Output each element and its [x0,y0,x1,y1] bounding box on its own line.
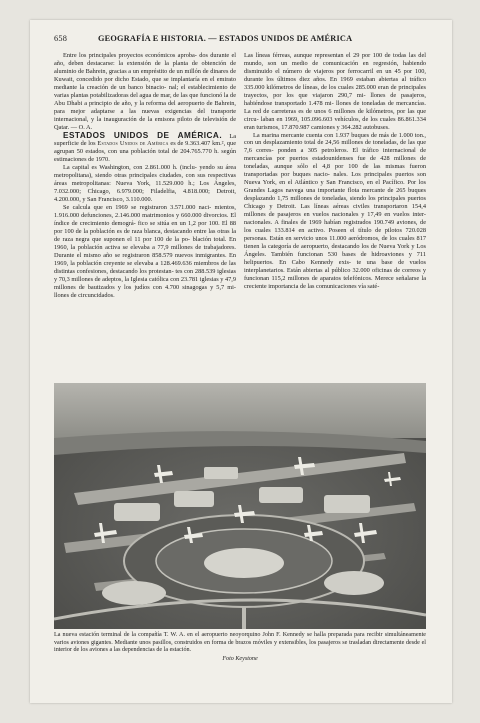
paragraph-capital: La capital es Washington, con 2.861.000 h. (inclu- yendo su área metropolitana), siendo otras principales ciudades, con sus respectivas áreas metropolitanas: Nueva York, 11.529.000 h.; Los Ángeles, 7.032.000; Chicago, 6.979.000; Filadelfia, 4.818.000; Detroit, 4.200.000, y San Francisco, 3.110.000. [54,164,236,204]
left-column [54,52,236,378]
paragraph-population: Se calcula que en 1969 se registraron 3.571.000 naci- mientos, 1.916.000 defunciones, 2.146.000 matrimonios y 660.000 divorcios. El índice de crecimiento demográ- fico se sitúa en un 1,2 por 100. El 88 por 100 de la población es de raza blanca, destacando entre las otras la de raza negra que suponen el 11 por 100 de la po- blación total. En 1960, la población activa se elevaba a 77,9 millones de trabajadores. Durante el mismo año se registraron 858.579 nuevos inmigrantes. En 1969, la población creyente se elevaba a 128.469.636 miembros de las distintas confesiones, destacando los protestan- tes con 288.539 iglesias y 70,3 millones de adeptos, la Iglesia católica con 23.781 iglesias y 47,9 millones de bautizados y los judíos con 4.700 sinagogas y 5,7 mi- llones de circuncidados. [54,204,236,299]
photo-credit: Foto Keystone [222,655,258,662]
section-title: ESTADOS UNIDOS DE AMÉRICA. [63,130,223,140]
document-page [30,20,452,703]
running-title: GEOGRAFÍA E HISTORIA. — ESTADOS UNIDOS DE AMÉRICA [98,34,353,43]
paragraph-merchant-marine: La marina mercante cuenta con 1.937 buques de más de 1.000 ton., con un desplazamiento total de 24,56 millones de toneladas, de las que 7,6 corres- ponden a 305 petroleros. El tráfico internacional de mercancías por puertos estadounidenses fue de 428 millones de toneladas, aunque sólo el 4,8 por 100 de las mismas fueron transportadas por buques nacio- nales. Los principales puertos son Nueva York, en el Atlántico y San Francisco, en el Pacífico. Por los Grandes Lagos navega una importante flota mercante de 265 buques desplazando 1,75 millones de toneladas, siendo los principales puertos Chicago y Detroit. Las líneas aéreas civiles transportaron 154,4 millones de pasajeros en vuelos nacionales y 17,49 en vuelos inter- nacionales. A finales de 1969 habían registrados 190.749 aviones, de los cuales 133.814 en activo. Poseen el título de pilotos 720.028 personas. Están en servicio unos 11.000 aeródromos, de los cuales 817 tienen la categoría de aeropuerto, destacando los de Nueva York y Los Ángeles. También funcionan 530 bases de hidroaviones y 711 helipuertos. En Cabo Kennedy exis- te una base de vuelos interplanetarios. Están abiertas al público 32.000 oficinas de correos y funcionan 115,2 millones de aparatos telefónicos. Merece señalarse la creciente importancia de las comunicaciones vía saté- [244,131,426,290]
caption-text: La nueva estación terminal de la compañía T. W. A. en el aeropuerto neoyorquino John F. Kennedy se halla preparada para recibir simultáneamente varios aviones gigantes. Mediante unos pasillos, construidos en forma de brazos móviles y extensibles, los pasajeros se trasladan directamente desde el interior de los aviones a las dependencias de la estación. [54,632,426,654]
airport-photo [54,383,426,629]
area-intro: La superficie de los [54,132,236,148]
page-header [54,34,438,46]
page-number: 658 [54,34,68,43]
country-name: Estados Unidos de América [97,140,169,148]
paragraph-projects: Entre los principales proyectos económicos aproba- dos durante el año, deben destacarse: la extensión de la planta de obtención de aluminio de Bahrein, gracias a un empréstito de un millón de dinares de Kuwait, concedido por dicho Estado, que se implantaría en el emirato mediante la creación de un banco binacio- nal; el establecimiento de varias plantas potabilizadoras del agua de mar, de las que funcionó la de Abu Dhabi a principio de año, y la reforma del aeropuerto de Bahrein, para mejor adaptarse a las nuevas exigencias del transporte internacional, y la inauguración de la emisora piloto de televisión de Qatar. — O. A. [54,52,236,131]
paragraph-area [54,132,236,165]
paragraph-railways: Las líneas férreas, aunque representan el 29 por 100 de todas las del mundo, son un medio de comunicación en regresión, habiendo disminuido el número de viajeros por ferrocarril en un 45 por 100, durante los últimos diez años. En 1969 estaban abiertas al tráfico 335.000 kilómetros de líneas, de los cuales 285.000 eran de principales trayectos, por los que viajaron 290,7 mi- llones de pasajeros, habiéndose transportado 1.478 mi- llones de toneladas de mercancías. La red de carreteras es de unos 6 millones de kilómetros, por las que circu- laban en 1969, 105.096.603 vehículos, de los cuales 86.861.334 eran turismos, 17.870.987 camiones y 364.282 autobuses. [244,52,426,131]
right-column [244,52,426,378]
airport-aerial-image [54,383,426,629]
area-text: es de 9.363.407 km.², que agrupan 50 estados, con una población total de 204.765.770 h. según estimaciones de 1970. [54,140,236,164]
photo-caption [54,632,426,663]
